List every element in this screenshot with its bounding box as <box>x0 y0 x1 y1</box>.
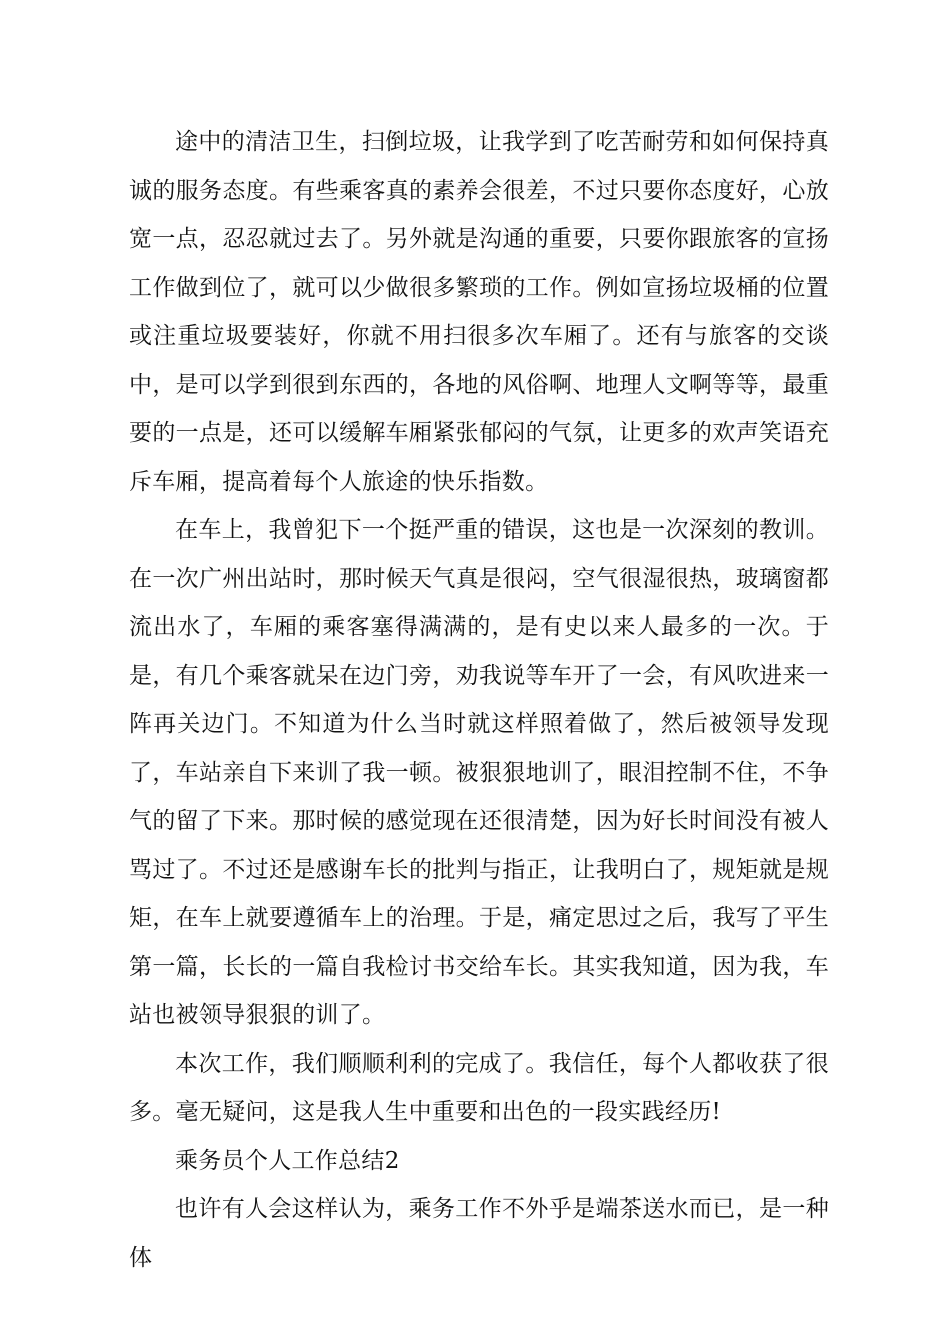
section-heading: 乘务员个人工作总结2 <box>175 1147 400 1174</box>
document-body <box>129 118 829 1282</box>
paragraph-next-section: 也许有人会这样认为，乘务工作不外乎是端茶送水而已，是一种体 <box>129 1196 829 1271</box>
paragraph-mistake-lesson: 在车上，我曾犯下一个挺严重的错误，这也是一次深刻的教训。在一次广州出站时，那时候天气真是很闷，空气很湿很热，玻璃窗都流出水了，车厢的乘客塞得满满的，是有史以来人最多的一次。于是，有几个乘客就呆在边门旁，劝我说等车开了一会，有风吹进来一阵再关边门。不知道为什么当时就这样照着做了，然后被领导发现了，车站亲自下来训了我一顿。被狠狠地训了，眼泪控制不住，不争气的留了下来。那时候的感觉现在还很清楚，因为好长时间没有被人骂过了。不过还是感谢车长的批判与指正，让我明白了，规矩就是规矩，在车上就要遵循车上的治理。于是，痛定思过之后，我写了平生第一篇，长长的一篇自我检讨书交给车长。其实我知道，因为我，车站也被领导狠狠的训了。 <box>129 517 829 1028</box>
paragraph-conclusion: 本次工作，我们顺顺利利的完成了。我信任，每个人都收获了很多。毫无疑问，这是我人生中重要和出色的一段实践经历! <box>129 1050 829 1125</box>
paragraph-cleaning-duties: 途中的清洁卫生，扫倒垃圾，让我学到了吃苦耐劳和如何保持真诚的服务态度。有些乘客真的素养会很差，不过只要你态度好，心放宽一点，忍忍就过去了。另外就是沟通的重要，只要你跟旅客的宣扬工作做到位了，就可以少做很多繁琐的工作。例如宣扬垃圾桶的位置或注重垃圾要装好，你就不用扫很多次车厢了。还有与旅客的交谈中，是可以学到很到东西的，各地的风俗啊、地理人文啊等等，最重要的一点是，还可以缓解车厢紧张郁闷的气氛，让更多的欢声笑语充斥车厢，提高着每个人旅途的快乐指数。 <box>129 129 829 495</box>
